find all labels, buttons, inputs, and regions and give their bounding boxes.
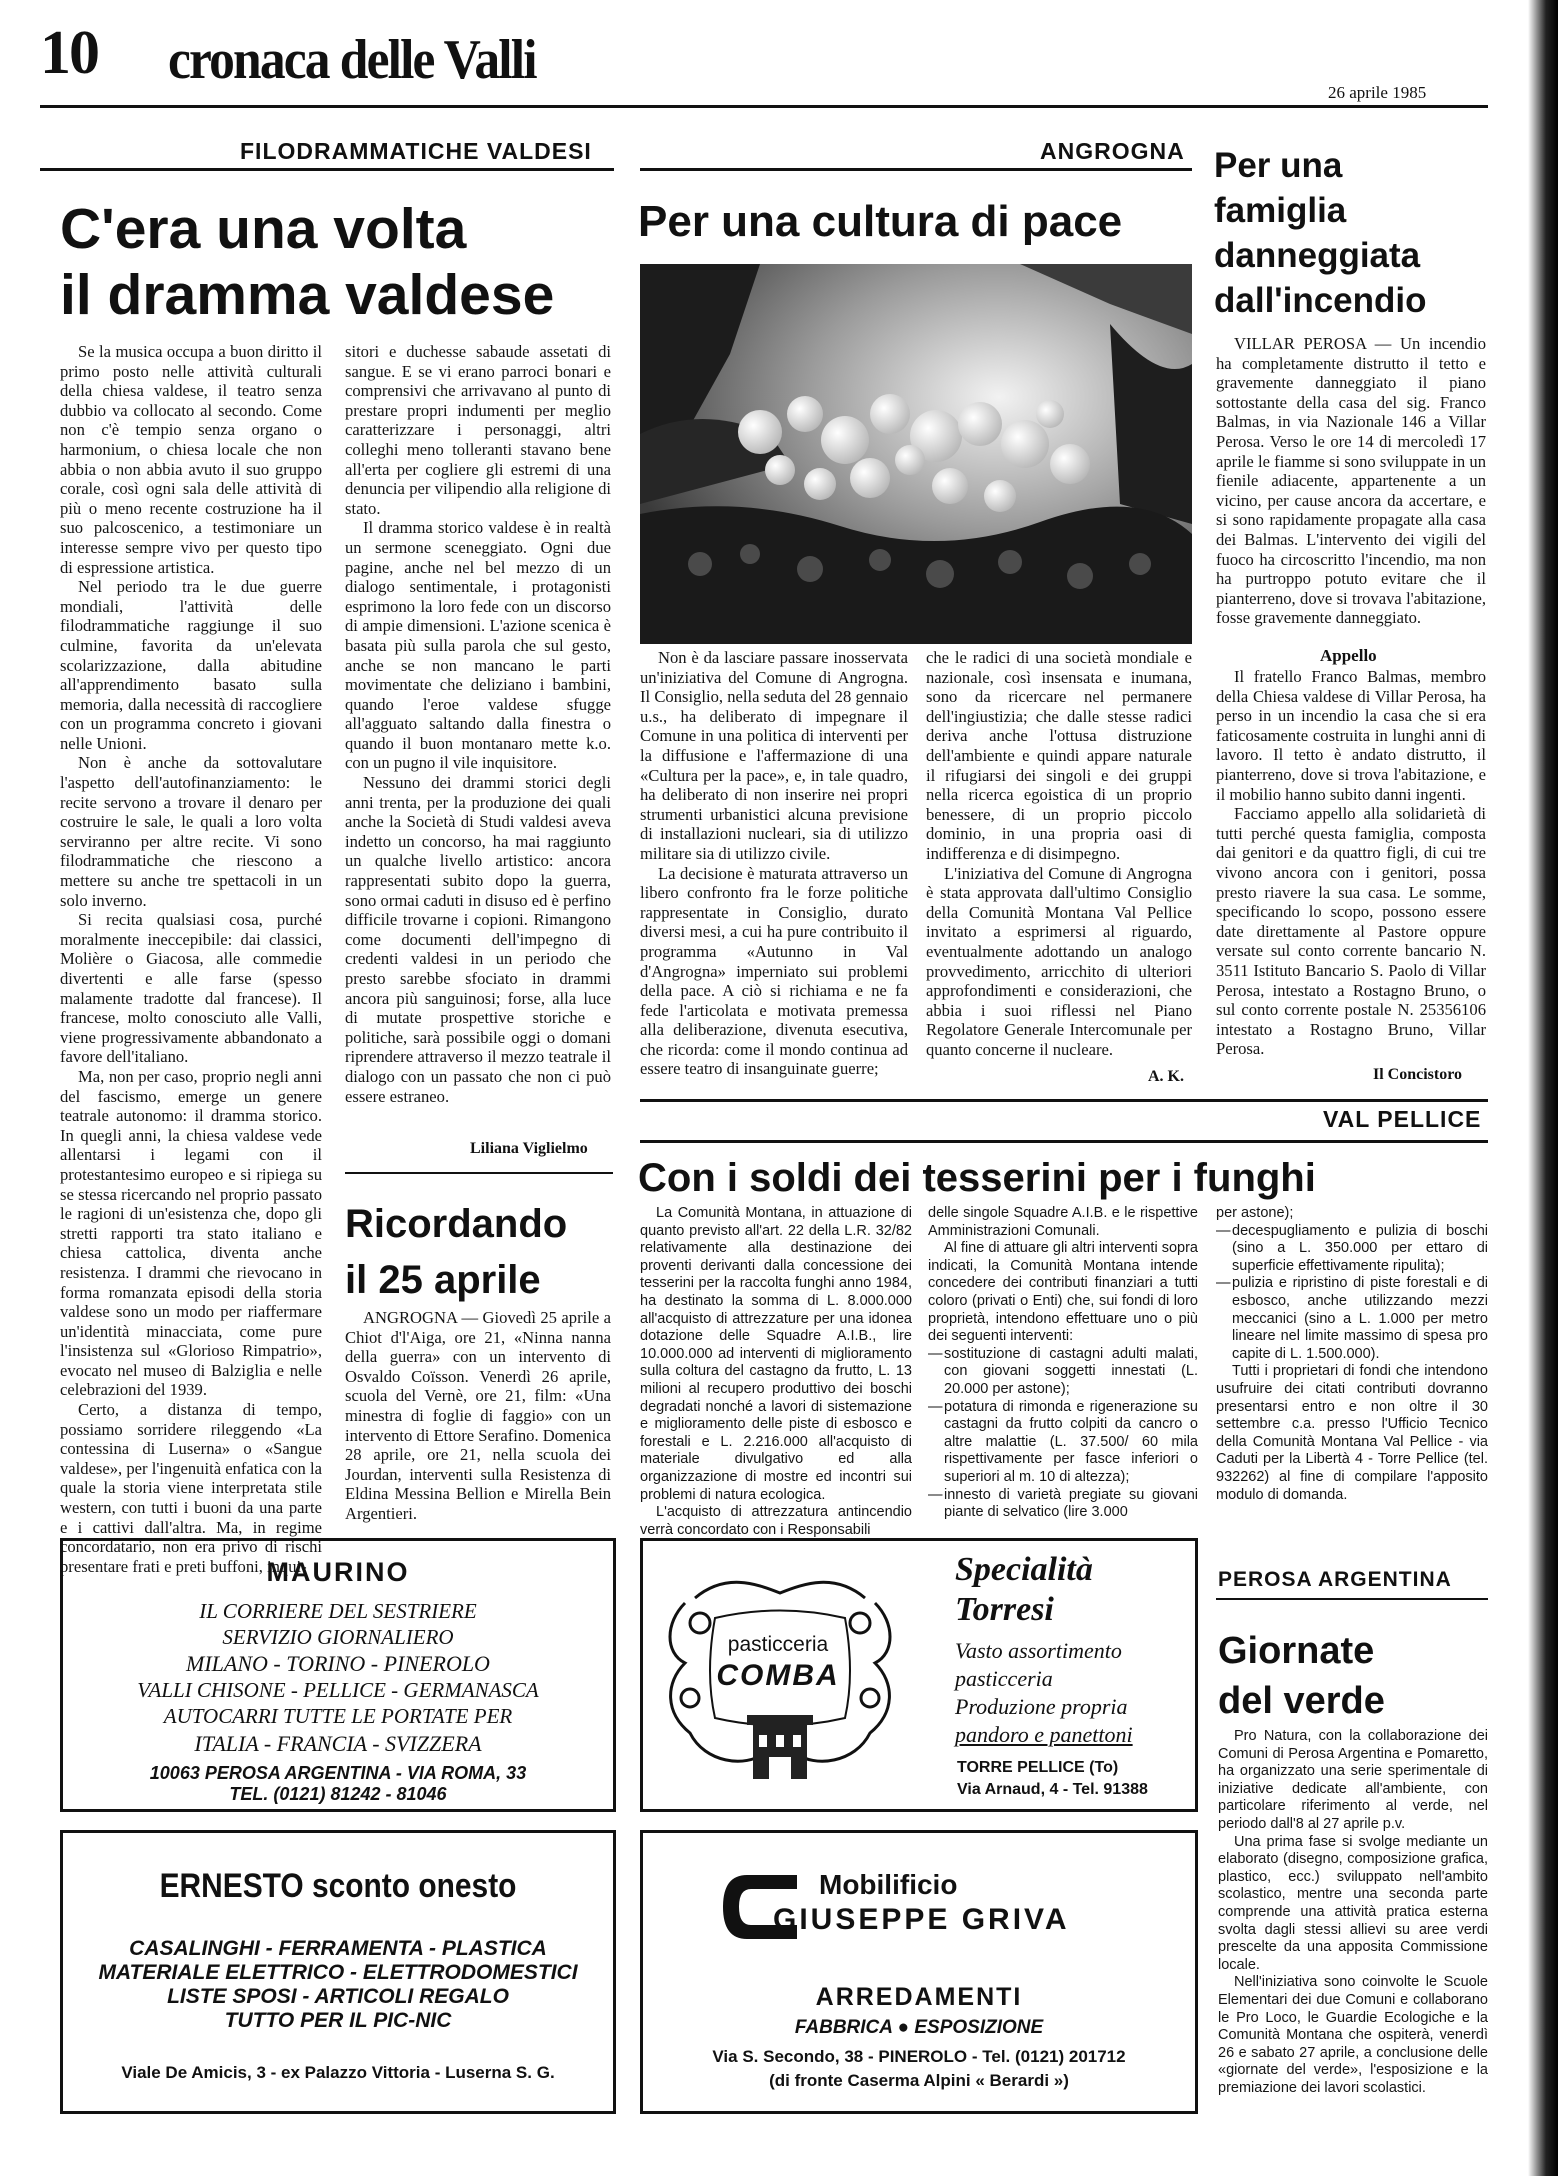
- ad-phone: TEL. (0121) 81242 - 81046: [229, 1784, 447, 1804]
- list-item: — potatura di rimonda e rigenerazione su castagni da frutto colpiti da cancro o altre malattie (L. 37.500/ 60 mila rispettivamente per fasce inferiori o superiori al m. 10 di altezza);: [928, 1399, 1198, 1487]
- headline: Per una cultura di pace: [638, 197, 1123, 246]
- ad-line: TUTTO PER IL PIC-NIC: [224, 2009, 452, 2032]
- section-kicker: PEROSA ARGENTINA: [1218, 1568, 1452, 1591]
- ad-line: MATERIALE ELETTRICO - ELETTRODOMESTICI: [98, 1961, 578, 1984]
- article-column: [60, 342, 322, 1592]
- list-item: — innesto di varietà pregiate su giovani piante di selvatico (lire 3.000: [928, 1487, 1198, 1522]
- ad-address: Via S. Secondo, 38 - PINEROLO - Tel. (0121) 201712: [712, 2047, 1126, 2066]
- ad-address: 10063 PEROSA ARGENTINA - VIA ROMA, 33: [149, 1763, 527, 1783]
- article-column: [1216, 1205, 1488, 1585]
- ad-text: [955, 1637, 1133, 1749]
- ad-comba: [640, 1538, 1198, 1812]
- paragraph: ANGROGNA — Giovedì 25 aprile a Chiot d'l'Aiga, ore 21, «Ninna nanna della guerra» con un intervento di Osvaldo Coïsson. Venerdì 26 aprile, scuola del Vernè, ore 21, film: «Una minestra di foglie di faggio» con un intervento di Ettore Serafino. Domenica 28 aprile, ore 21, nella scuola dei Jourdan, interventi sulla Resistenza di Eldina Messina Bellion e Mirella Bein Argentieri.: [345, 1308, 611, 1523]
- headline: Con i soldi dei tesserini per i funghi: [638, 1156, 1316, 1200]
- author-signature: A. K.: [1148, 1068, 1184, 1085]
- headline-line: Giornate: [1218, 1630, 1375, 1672]
- section-kicker: FILODRAMMATICHE VALDESI: [240, 138, 592, 164]
- ad-line: ITALIA - FRANCIA - SVIZZERA: [194, 1731, 482, 1756]
- ad-address: Viale De Amicis, 3 - ex Palazzo Vittoria - Luserna S. G.: [121, 2063, 555, 2082]
- headline: [1214, 143, 1427, 323]
- ad-place: TORRE PELLICE (To): [957, 1759, 1119, 1776]
- kicker-rule: [640, 1140, 1488, 1143]
- ad-line: Produzione propria: [955, 1694, 1128, 1719]
- author-signature: Il Concistoro: [1373, 1066, 1463, 1083]
- section-kicker: VAL PELLICE: [1323, 1106, 1482, 1132]
- headline-line: famiglia: [1214, 191, 1347, 230]
- headline: [1218, 1626, 1385, 1726]
- article-column: [1216, 667, 1486, 1067]
- ad-line-part: ESPOSIZIONE: [914, 2017, 1044, 2038]
- paragraph: per astone);: [1216, 1205, 1294, 1221]
- column-rule: [345, 1172, 613, 1174]
- article-column: [345, 342, 611, 1142]
- ad-griva: [640, 1830, 1198, 2114]
- paragraph: Nell'iniziativa sono coinvolte le Scuole Elementari dei due Comuni e collaborano le Pro Loco, le Guardie Ecologiche e la Comunità Montana che ospiterà, venerdì 26 e sabato 27 aprile, a conclusione delle «giornate del verde», l'esposizione e la premiazione dei lavori scolastici.: [1218, 1974, 1488, 2096]
- paragraph: Il fratello Franco Balmas, membro della Chiesa valdese di Villar Perosa, ha perso in un incendio la casa che si era faticosamente costruita in lunghi anni di lavoro. Il tetto è andato distrutto, il pianterreno, dove si trova l'abitazione, e il mobilio hanno subito danni ingenti.: [1216, 667, 1486, 804]
- ad-heading: Torresi: [955, 1591, 1054, 1628]
- ad-line: IL CORRIERE DEL SESTRIERE: [199, 1599, 477, 1623]
- paragraph: L'iniziativa del Comune di Angrogna è stata approvata dall'ultimo Consiglio della Comunità Montana Val Pellice invitato a esprimersi al riguardo, eventualmente adottando un analogo provvedimento, arricchito di ulteriori approfondimenti e considerazioni, che abbia i suoi riflessi nel Piano Regolatore Generale Intercomunale per quanto concerne il nucleare.: [926, 863, 1192, 1059]
- article-column: [1218, 1728, 1488, 2158]
- ad-brand: GIUSEPPE GRIVA: [773, 1903, 1070, 1936]
- ad-line: VALLI CHISONE - PELLICE - GERMANASCA: [137, 1678, 539, 1702]
- headline-line: danneggiata: [1214, 236, 1421, 275]
- headline-line: C'era una volta: [60, 197, 467, 261]
- ad-line-part: FABBRICA: [794, 2017, 893, 2038]
- paragraph: Tutti i proprietari di fondi che intendono usufruire dei citati contributi dovranno presentarsi entro e non oltre il 30 settembre c.a. presso l'Ufficio Tecnico della Comunità Montana Val Pellice - via Caduti per la Libertà 4 - Torre Pellice (tel. 932262) al fine di compilare l'apposito modulo di domanda.: [1216, 1363, 1488, 1503]
- list-item: — pulizia e ripristino di piste forestali e di esbosco, anche utilizzando mezzi meccanici (sino a L. 1.000 per metro lineare nel limite massimo di spesa pro capite di L. 1.500.000).: [1216, 1275, 1488, 1363]
- paragraph: Non è anche da sottovalutare l'aspetto dell'autofinanziamento: le recite servono a trovare il denaro per costruire le sale, le quali a loro volta serviranno per altre recite. Vi sono filodrammatiche che riescono a mettere su anche tre spettacoli in un solo inverno.: [60, 753, 322, 910]
- photo-illustration: [640, 264, 1192, 644]
- ad-note: (di fronte Caserma Alpini « Berardi »): [769, 2071, 1069, 2090]
- paragraph: VILLAR PEROSA — Un incendio ha completamente distrutto il tetto e gravemente danneggiato il piano sottostante della casa del sig. Franco Balmas, in via Nazionale 146 a Villar Perosa. Verso le ore 14 di mercoledì 17 aprile le fiamme si sono sviluppate in un fienile adiacente, appartenente a un vicino, per cause ancora da accertare, e si sono rapidamente propagate alla casa dei Balmas. L'intervento dei vigili del fuoco ha circoscritto l'incendio, ma non ha purtroppo potuto evitare che il pianterreno, dove si trovava l'abitazione, fosse gravemente danneggiato.: [1216, 334, 1486, 628]
- ad-line: LISTE SPOSI - ARTICOLI REGALO: [167, 1985, 509, 2008]
- bullet-icon: ●: [897, 2017, 915, 2038]
- paragraph: L'acquisto di attrezzatura antincendio verrà concordato con i Responsabili: [640, 1504, 912, 1538]
- article-column: [640, 648, 908, 1088]
- list-item: — decespugliamento e pulizia di boschi (sino a L. 350.000 per ettaro di superficie effettivamente ripulita);: [1216, 1223, 1488, 1276]
- headline-line: il dramma valdese: [60, 263, 555, 327]
- badge-name: COMBA: [716, 1659, 840, 1692]
- ad-heading: Specialità: [955, 1551, 1093, 1588]
- subhead: Appello: [1320, 646, 1377, 665]
- paragraph: Nessuno dei drammi storici degli anni trenta, per la produzione dei quali anche la Società di Studi valdesi aveva indetto un concorso, ha mai raggiunto un qualche livello artistico: ancora rappresentati subito dopo la guerra, sono ormai caduti in disuso ed è perfino difficile trovarne i copioni. Rimangono come documenti dell'impegno di credenti valdesi in un periodo che presto sarebbe sfociato in drammi ancora più sanguinosi; forse, alla luce di mutate prospettive storiche e politiche, sarà possibile oggi o domani riprendere attraverso il mezzo teatrale il dialogo con un passato che non ci può essere estraneo.: [345, 773, 611, 1106]
- kicker-rule: [1216, 1598, 1488, 1600]
- article-column: [640, 1205, 912, 1585]
- ad-maurino: [60, 1538, 616, 1812]
- section-kicker: ANGROGNA: [1040, 138, 1185, 164]
- ad-line: pasticceria: [955, 1666, 1053, 1691]
- ad-line: CASALINGHI - FERRAMENTA - PLASTICA: [129, 1937, 547, 1960]
- ad-ernesto: [60, 1830, 616, 2114]
- kicker-rule: [40, 168, 614, 171]
- photo-peace-balloons: [640, 264, 1192, 644]
- headline-line: Ricordando: [345, 1202, 568, 1246]
- kicker-rule: [640, 168, 1192, 171]
- ad-line: Vasto assortimento: [955, 1638, 1122, 1663]
- paragraph: La Comunità Montana, in attuazione di quanto previsto all'art. 22 della L.R. 32/82 relativamente alla destinazione dei proventi derivanti dalla concessione dei tesserini per la raccolta funghi anno 1984, ha destinato la somma di L. 8.000.000 all'acquisto di attrezzature per una idonea dotazione delle Squadre A.I.B., lire 10.000.000 ad interventi di miglioramento sulla coltura del castagno da frutto, L. 13 milioni al recupero produttivo dei boschi degradati nonché a lavori di sistemazione e miglioramento delle piste di esbosco e forestali e L. 2.216.000 all'acquisto di materiale divulgativo ed alla organizzazione di mostre ed incontri sui problemi di natura ecologica.: [640, 1205, 912, 1503]
- paragraph: Facciamo appello alla solidarietà di tutti perché questa famiglia, composta dai genitori e da quattro figli, di cui tre vivono ancora con i genitori, possa presto riavere la sua casa. Le somme, specificando lo scopo, possono essere date direttamente al Pastore oppure versate sul conto corrente bancario N. 3511 Istituto Bancario S. Paolo di Villar Perosa, intestato a Rostagno Bruno, o sul conto corrente postale N. 25356106 intestato a Rostagno Bruno, Villar Perosa.: [1216, 804, 1486, 1059]
- paragraph: Il dramma storico valdese è in realtà un sermone sceneggiato. Ogni due pagine, anche nel bel mezzo di un dialogo sentimentale, i protagonisti esprimono la loro fede con un discorso di ampie dimensioni. L'azione scenica è basata più sulla parola che sul gesto, anche se non mancano le parti movimentate che deliziano i bambini, quando l'eroe valdese sfugge all'agguato saltando dalla finestra o quando il buon montanaro mette k.o. con un pugno il vile inquisitore.: [345, 518, 611, 773]
- paragraph: Al fine di attuare gli altri interventi sopra indicati, la Comunità Montana intende concedere dei contributi finanziari a tutti coloro (privati o Enti) che, sui fondi di loro proprietà, intendono effettuare uno o più dei seguenti interventi:: [928, 1240, 1198, 1345]
- article-column: [926, 648, 1192, 1068]
- newspaper-title: cronaca delle Valli: [168, 29, 536, 91]
- ad-address: Via Arnaud, 4 - Tel. 91388: [957, 1781, 1148, 1798]
- page-edge: [1528, 0, 1558, 2176]
- paragraph: Certo, a distanza di tempo, possiamo sorridere rileggendo «La contessina di Luserna» o «Sangue valdese», per l'ingenuità enfatica con la quale la storia viene interpretata stile western, con tutti i buoni da una parte e i cattivi dall'altra. Ma, in regime concordatario, non era privo di rischi presentare frati e preti buffoni, inqui-: [60, 1400, 322, 1576]
- headline-line: il 25 aprile: [345, 1258, 541, 1302]
- ad-brand: Mobilificio: [819, 1869, 958, 1900]
- paragraph: sitori e duchesse sabaude assetati di sangue. E se vi erano parroci bonari e comprensivi che arrivavano al punto di prestare propri indumenti per meglio caratterizzare i personaggi, altri colleghi meno tolleranti stavano bene all'erta per cogliere gli estremi di una denuncia per vilipendio alla religione di stato.: [345, 342, 611, 518]
- paragraph: che le radici di una società mondiale e nazionale, così insensata e inumana, sono da ricercare nel permanere dell'ingiustizia; che dalle stesse radici deriva anche l'ottusa distruzione dell'ambiente e quindi appare naturale il rifugiarsi dei singoli e dei gruppi nella ricerca egoistica di un proprio benessere, di un proprio piccolo dominio, in una propria oasi di indifferenza e di disimpegno.: [926, 648, 1192, 863]
- section-rule: [640, 1099, 1488, 1102]
- paragraph: Una prima fase si svolge mediante un elaborato (disegno, composizione grafica, plastico, ecc.) sviluppato nell'ambito scolastico, mentre una seconda parte comprende una attività pratica esterna svolta dagli stessi allievi su aree verdi prescelte da una apposita Commissione locale.: [1218, 1833, 1488, 1973]
- article-column: [1216, 334, 1486, 644]
- author-signature: Liliana Viglielmo: [470, 1140, 588, 1157]
- page-number: 10: [40, 19, 98, 87]
- ad-brand: ERNESTO sconto onesto: [159, 1867, 517, 1905]
- ad-line: [643, 2017, 1195, 2039]
- ad-line: pandoro e panettoni: [955, 1722, 1133, 1747]
- list-item: — sostituzione di castagni adulti malati, con giovani soggetti innestati (L. 20.000 per astone);: [928, 1346, 1198, 1399]
- ad-heading: ARREDAMENTI: [815, 1983, 1023, 2011]
- paragraph: Nel periodo tra le due guerre mondiali, l'attività delle filodrammatiche raggiunge il suo culmine, favorita da un'elevata scolarizzazione, dalla abitudine all'apprendimento basato sulla memoria, dalla necessità di raccogliere con un programma concreto i giovani nelle Unioni.: [60, 577, 322, 753]
- badge-label: pasticceria: [727, 1633, 829, 1656]
- paragraph: Si recita qualsiasi cosa, purché moralmente ineccepibile: dai classici, Molière o Giacosa, alle commedie divertenti e alle farse (spesso malamente tradotte dal francese). Il francese, molto conosciuto alle Valli, viene progressivamente abbandonato a favore dell'italiano.: [60, 910, 322, 1067]
- headline-line: dall'incendio: [1214, 281, 1427, 320]
- masthead-rule: [40, 105, 1488, 108]
- paragraph: La decisione è maturata attraverso un libero confronto fra le forze politiche rappresentate in Consiglio, durato diversi mesi, a cui ha pure contribuito il programma «Autunno in Val d'Angrogna» imperniato sui problemi della pace. A ciò si richiama e ne fa fede l'articolata e motivata premessa alla deliberazione, divenuta esecutiva, che ricorda: come il mondo continua ad essere teatro di insanguinate guerre;: [640, 863, 908, 1079]
- headline-line: Per una: [1214, 146, 1343, 185]
- article-column: [345, 1308, 611, 1528]
- ad-line: MILANO - TORINO - PINEROLO: [186, 1651, 490, 1676]
- headline: [345, 1196, 567, 1308]
- ad-brand: MAURINO: [266, 1557, 410, 1587]
- headline-line: del verde: [1218, 1680, 1385, 1722]
- paragraph: Se la musica occupa a buon diritto il primo posto nelle attività culturali della chiesa valdese, il teatro senza dubbio va collocato al secondo. Come non c'è tempio senza organo o harmonium, o chiesa locale che non abbia o non abbia avuto il suo gruppo corale, così ogni sala delle attività di più o meno recente costruzione ha il suo palcoscenico, a testimoniare un interesse sempre vivo per questo tipo di espressione artistica.: [60, 342, 322, 577]
- headline: [60, 196, 554, 328]
- paragraph: Non è da lasciare passare inosservata un'iniziativa del Comune di Angrogna. Il Consiglio, nella seduta del 28 gennaio u.s., ha deliberato di impegnare il Comune in una politica di interventi per la diffusione e l'affermazione di una «Cultura per la pace», e, in tale quadro, ha deliberato di non inserire nei propri strumenti urbanistici alcuna previsione di installazioni nucleari, sia di utilizzo militare sia di utilizzo civile.: [640, 648, 908, 863]
- masthead: [0, 0, 1558, 110]
- paragraph: delle singole Squadre A.I.B. e le rispettive Amministrazioni Comunali.: [928, 1205, 1198, 1239]
- article-column: [928, 1205, 1198, 1585]
- issue-date: 26 aprile 1985: [1328, 83, 1427, 102]
- ad-line: AUTOCARRI TUTTE LE PORTATE PER: [163, 1704, 513, 1728]
- ad-line: SERVIZIO GIORNALIERO: [222, 1625, 454, 1649]
- paragraph: Ma, non per caso, proprio negli anni del fascismo, emerge un genere teatrale autonomo: il dramma storico. In quegli anni, la chiesa valdese vede allentarsi i legami con il protestantesimo europeo e si ripiega su se stessa ricercando nel proprio passato le ragioni di un'esistenza che, dopo gli stretti rapporti tra stato italiano e chiesa cattolica, diventa anche resistenza. I drammi che rievocano in forma romanzata episodi della storia valdese sono un modo per riaffermare un'identità minacciata, come pure l'insistenza sul «Glorioso Rimpatrio», evocato nel museo di Balziglia e nelle celebrazioni del 1939.: [60, 1066, 322, 1400]
- paragraph: Pro Natura, con la collaborazione dei Comuni di Perosa Argentina e Pomaretto, ha organizzato una serie sperimentale di iniziative dedicate all'ambiente, con particolare riferimento al verde, nel periodo dall'8 al 27 aprile p.v.: [1218, 1728, 1488, 1832]
